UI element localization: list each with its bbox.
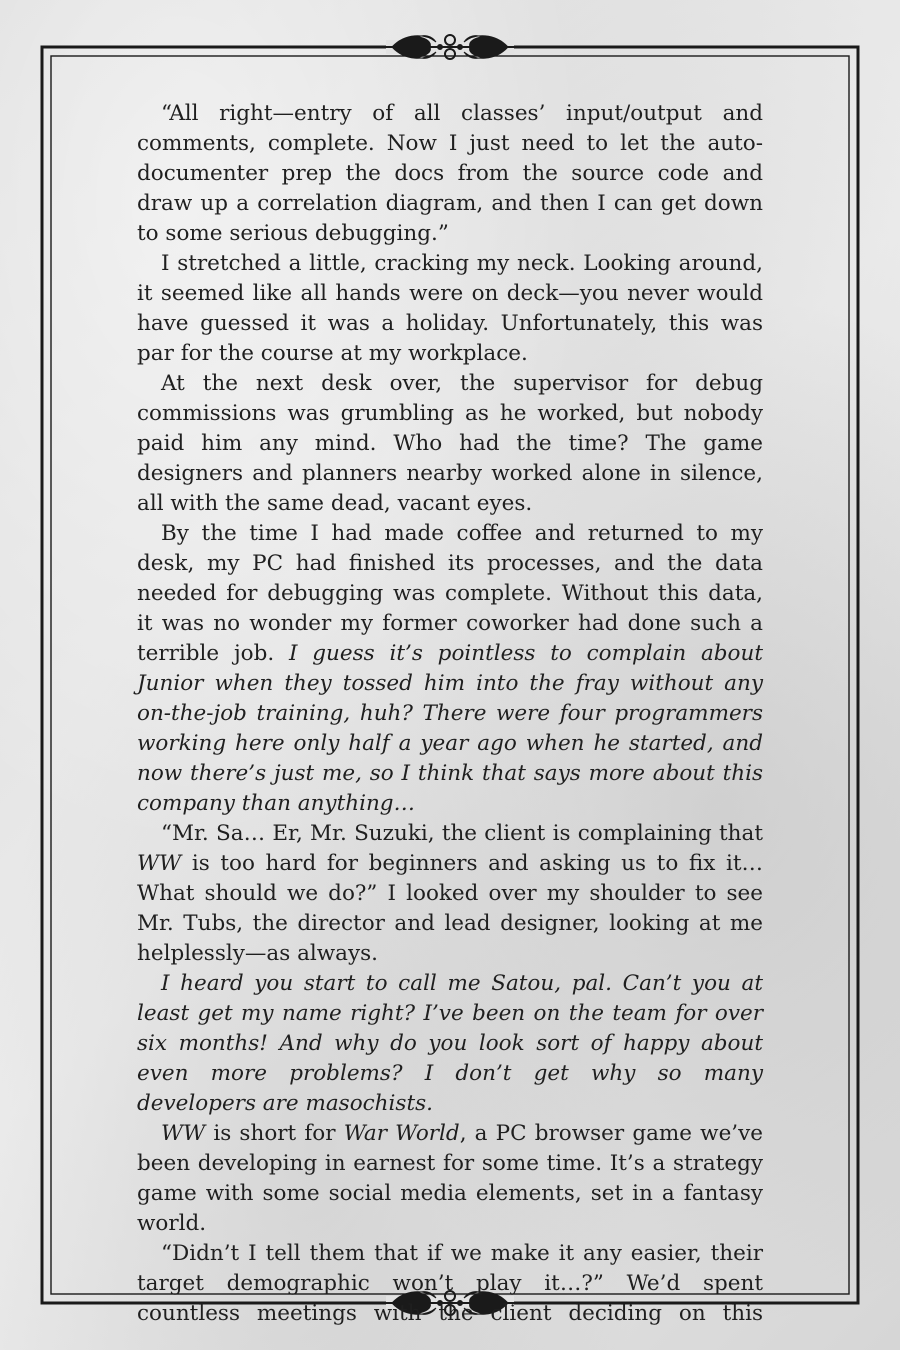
game-title-abbrev: WW bbox=[137, 851, 182, 876]
paragraph-text: I stretched a little, cracking my neck. Looking around, it seemed like all hands were on deck—you never would have guessed it was a holiday. Unfortunately, this was par for the course at my workplace. bbox=[137, 251, 763, 366]
game-title-abbrev: WW bbox=[161, 1121, 206, 1146]
game-title: War World bbox=[343, 1121, 460, 1146]
paragraph bbox=[137, 1119, 763, 1239]
paragraph-text: “All right—entry of all classes’ input/output and comments, complete. Now I just need to let the auto-documenter prep the docs from the source code and draw up a correlation diagram, and then I can get down to some serious debugging.” bbox=[137, 101, 763, 246]
paragraph bbox=[137, 249, 763, 369]
paragraph bbox=[137, 1239, 763, 1329]
paragraph bbox=[137, 519, 763, 819]
inner-thought-text: I guess it’s pointless to complain about Junior when they tossed him into the fray without any on-the-job training, huh? There were four programmers working here only half a year ago when he started, and now there’s just me, so I think that says more about this company than anything… bbox=[137, 641, 763, 816]
page-body-text bbox=[137, 99, 763, 1329]
paragraph bbox=[137, 369, 763, 519]
paragraph bbox=[137, 819, 763, 969]
inner-thought-text: I heard you start to call me Satou, pal. Can’t you at least get my name right? I’ve been on the team for over six months! And why do you look sort of happy about even more problems? I don’t get why so many developers are masochists. bbox=[137, 971, 763, 1116]
paragraph-text: “Didn’t I tell them that if we make it any easier, their target demographic won’t play it…?” We’d spent countless meetings with the client deciding on this bbox=[137, 1241, 763, 1326]
paragraph-text: is too hard for beginners and asking us to fix it… What should we do?” I looked over my shoulder to see Mr. Tubs, the director and lead designer, looking at me helplessly—as always. bbox=[137, 851, 763, 966]
paragraph-text: By the time I had made coffee and returned to my desk, my PC had finished its processes, and the data needed for debugging was complete. Without this data, it was no wonder my former coworker had done such a terrible job. bbox=[137, 521, 763, 666]
paragraph-text: At the next desk over, the supervisor for debug commissions was grumbling as he worked, but nobody paid him any mind. Who had the time? The game designers and planners nearby worked alone in silence, all with the same dead, vacant eyes. bbox=[137, 371, 763, 516]
paragraph bbox=[137, 969, 763, 1119]
paragraph-text: is short for bbox=[205, 1121, 344, 1146]
paragraph-text: , a PC browser game we’ve been developing in earnest for some time. It’s a strategy game with some social media elements, set in a fantasy world. bbox=[137, 1121, 764, 1236]
paragraph-text: “Mr. Sa… Er, Mr. Suzuki, the client is complaining that bbox=[161, 821, 763, 846]
paragraph bbox=[137, 99, 763, 249]
